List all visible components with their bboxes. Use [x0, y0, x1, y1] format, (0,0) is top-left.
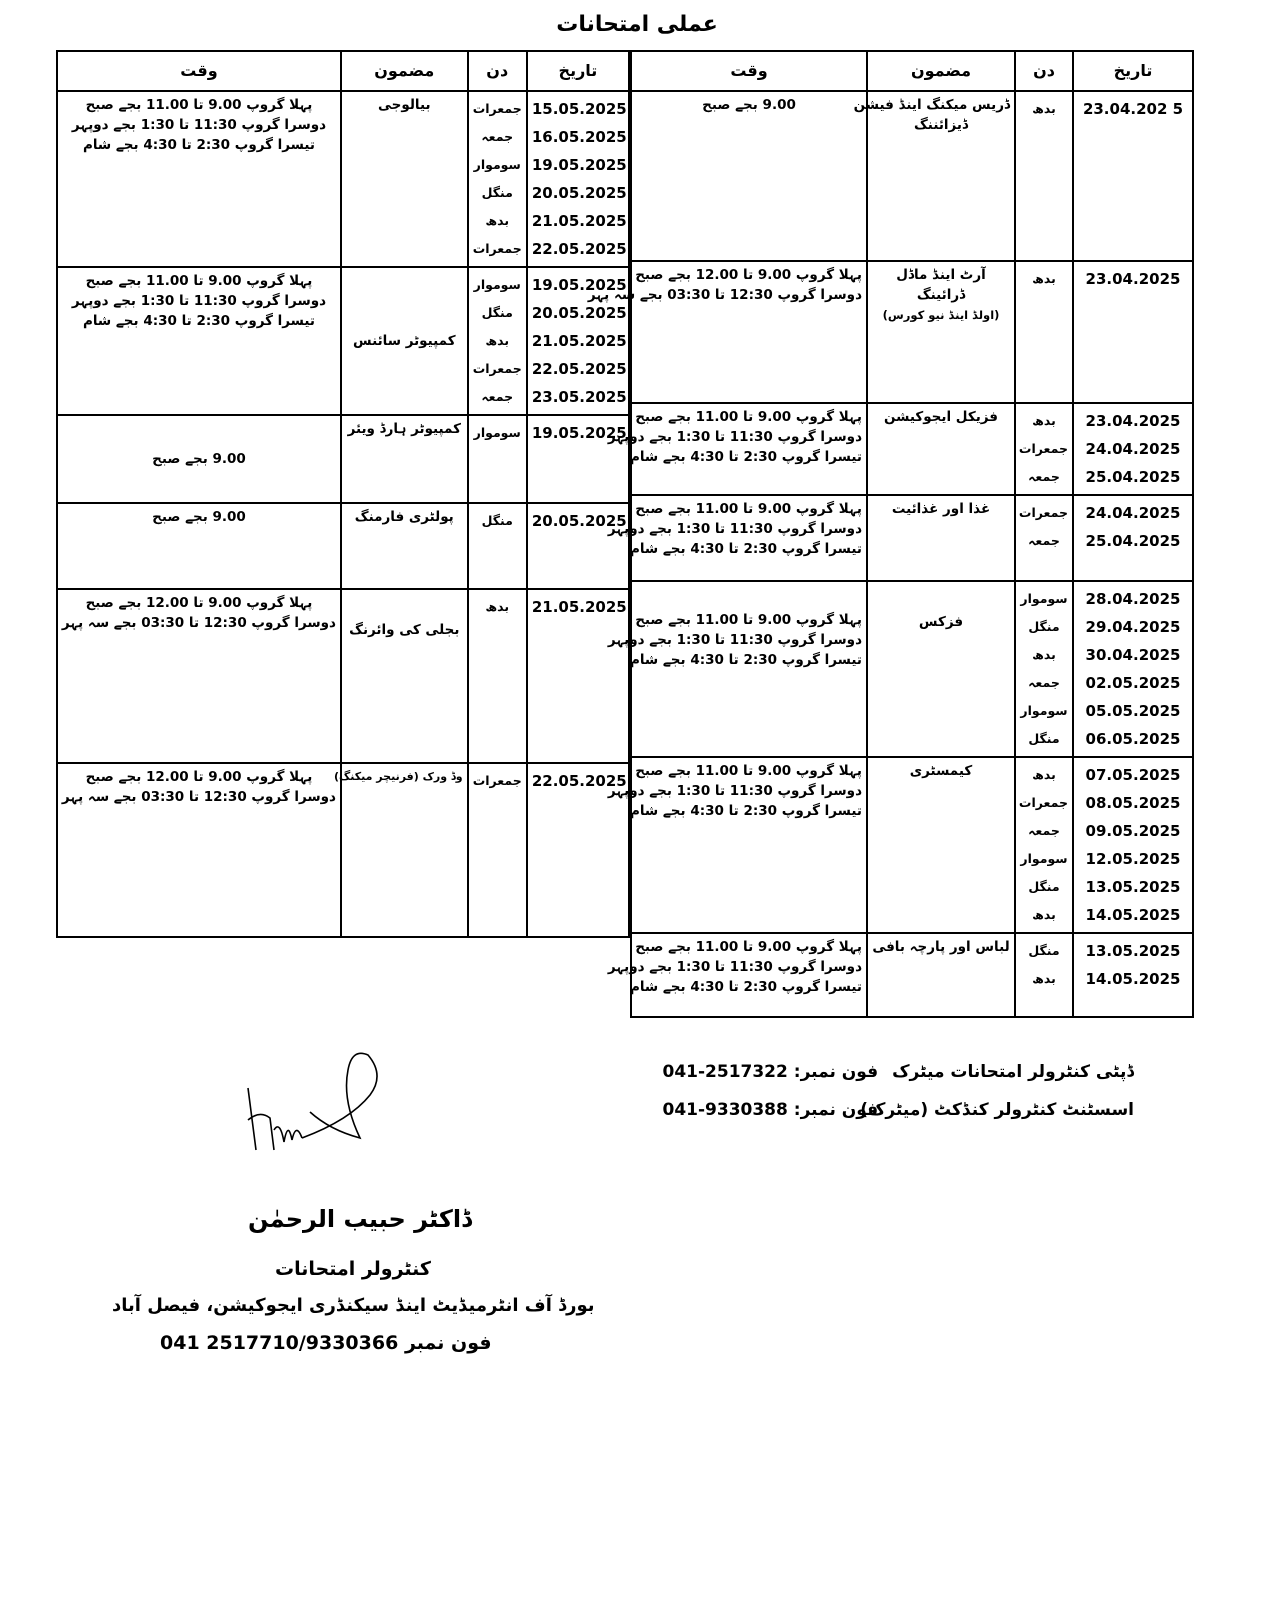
header-day: دن	[468, 51, 527, 91]
header-time: وقت	[631, 51, 867, 91]
day-cell: جمعرات جمعہ	[1015, 495, 1073, 581]
signatory-phone	[160, 1332, 492, 1354]
header-subject: مضمون	[341, 51, 468, 91]
right-schedule-table	[587, 50, 1194, 1018]
contact-phone-label: فون نمبر:	[793, 1100, 879, 1120]
date-cell: 22.05.2025	[527, 763, 629, 937]
time-cell: پہلا گروپ 9.00 تا 11.00 بجے صبح دوسرا گروپ 11:30 تا 1:30 بجے دوپہر تیسرا گروپ 2:30 تا 4:30 بجے شام	[631, 933, 867, 1017]
table-row	[631, 91, 1193, 261]
left-schedule-table	[56, 50, 630, 938]
date-cell: 19.05.2025	[527, 415, 629, 503]
day-cell: بدھ جمعرات جمعہ	[1015, 403, 1073, 495]
contact-title: ڈپٹی کنٹرولر امتحانات میٹرک	[892, 1062, 1134, 1082]
subject-cell: کمپیوٹر سائنس	[341, 267, 468, 415]
signatory-organization: بورڈ آف انٹرمیڈیٹ اینڈ سیکنڈری ایجوکیشن، فیصل آباد	[112, 1295, 595, 1316]
time-cell: 9.00 بجے صبح	[57, 415, 341, 503]
subject-cell: بیالوجی	[341, 91, 468, 267]
header-subject: مضمون	[867, 51, 1015, 91]
contact-phone-label: فون نمبر:	[793, 1062, 879, 1082]
time-cell: پہلا گروپ 9.00 تا 12.00 بجے صبح دوسرا گروپ 12:30 تا 03:30 بجے سہ پہر	[57, 589, 341, 763]
header-date: تاریخ	[527, 51, 629, 91]
time-cell: پہلا گروپ 9.00 تا 11.00 بجے صبح دوسرا گروپ 11:30 تا 1:30 بجے دوپہر تیسرا گروپ 2:30 تا 4:30 بجے شام	[631, 581, 867, 757]
subject-cell: فزکس	[867, 581, 1015, 757]
table-row	[57, 267, 629, 415]
time-cell: پہلا گروپ 9.00 تا 11.00 بجے صبح دوسرا گروپ 11:30 تا 1:30 بجے دوپہر تیسرا گروپ 2:30 تا 4:30 بجے شام	[631, 495, 867, 581]
subject-cell: بجلی کی وائرنگ	[341, 589, 468, 763]
signatory-name: ڈاکٹر حبیب الرحمٰن	[248, 1205, 472, 1233]
day-cell: جمعرات	[468, 763, 527, 937]
subject-cell: غذا اور غذائیت	[867, 495, 1015, 581]
table-row	[631, 757, 1193, 933]
time-cell: پہلا گروپ 9.00 تا 11.00 بجے صبح دوسرا گروپ 11:30 تا 1:30 بجے دوپہر تیسرا گروپ 2:30 تا 4:30 بجے شام	[631, 403, 867, 495]
day-cell: بدھ	[468, 589, 527, 763]
time-cell: پہلا گروپ 9.00 تا 12.00 بجے صبح دوسرا گروپ 12:30 تا 03:30 بجے سہ پہر	[57, 763, 341, 937]
day-cell: سوموار	[468, 415, 527, 503]
day-cell: بدھ جمعرات جمعہ سوموار منگل بدھ	[1015, 757, 1073, 933]
date-cell: 28.04.2025 29.04.2025 30.04.2025 02.05.2025 05.05.2025 06.05.2025	[1073, 581, 1193, 757]
date-cell: 23.04.202 5	[1073, 91, 1193, 261]
table-row	[631, 403, 1193, 495]
day-cell: بدھ	[1015, 91, 1073, 261]
subject-cell: پولٹری فارمنگ	[341, 503, 468, 589]
time-cell: پہلا گروپ 9.00 تا 11.00 بجے صبح دوسرا گروپ 11:30 تا 1:30 بجے دوپہر تیسرا گروپ 2:30 تا 4:30 بجے شام	[57, 91, 341, 267]
day-cell: سوموار منگل بدھ جمعہ سوموار منگل	[1015, 581, 1073, 757]
contact-deputy	[663, 1062, 1135, 1082]
contact-phone: 041-9330388	[662, 1100, 788, 1120]
time-cell: پہلا گروپ 9.00 تا 12.00 بجے صبح دوسرا گروپ 12:30 تا 03:30 بجے سہ پہر	[631, 261, 867, 403]
day-cell: منگل بدھ	[1015, 933, 1073, 1017]
left-header-row	[57, 51, 629, 91]
header-date: تاریخ	[1073, 51, 1193, 91]
day-cell: بدھ	[1015, 261, 1073, 403]
date-cell: 21.05.2025	[527, 589, 629, 763]
contact-phone: 041-2517322	[662, 1062, 788, 1082]
table-row	[631, 581, 1193, 757]
date-cell: 23.04.2025 24.04.2025 25.04.2025	[1073, 403, 1193, 495]
signatory-phone-label: فون نمبر	[404, 1332, 492, 1354]
subject-cell: کیمسٹری	[867, 757, 1015, 933]
header-day: دن	[1015, 51, 1073, 91]
date-cell: 19.05.2025 20.05.2025 21.05.2025 22.05.2025 23.05.2025	[527, 267, 629, 415]
contact-assistant	[663, 1100, 1135, 1120]
date-cell: 24.04.2025 25.04.2025	[1073, 495, 1193, 581]
subject-cell: آرٹ اینڈ ماڈل ڈرائینگ (اولڈ اینڈ نیو کورس)	[867, 261, 1015, 403]
table-row	[631, 495, 1193, 581]
time-cell: 9.00 بجے صبح	[57, 503, 341, 589]
table-row	[57, 415, 629, 503]
subject-cell: کمپیوٹر ہارڈ ویئر	[341, 415, 468, 503]
subject-cell: فزیکل ایجوکیشن	[867, 403, 1015, 495]
time-cell: پہلا گروپ 9.00 تا 11.00 بجے صبح دوسرا گروپ 11:30 تا 1:30 بجے دوپہر تیسرا گروپ 2:30 تا 4:30 بجے شام	[57, 267, 341, 415]
date-cell: 20.05.2025	[527, 503, 629, 589]
subject-cell: ڈریس میکنگ اینڈ فیشن ڈیزائننگ	[867, 91, 1015, 261]
signatory-designation: کنٹرولر امتحانات	[275, 1258, 431, 1280]
signature-image	[240, 1050, 390, 1160]
day-cell: منگل	[468, 503, 527, 589]
subject-cell: لباس اور پارچہ بافی	[867, 933, 1015, 1017]
right-header-row	[631, 51, 1193, 91]
day-cell: سوموار منگل بدھ جمعرات جمعہ	[468, 267, 527, 415]
date-cell: 23.04.2025	[1073, 261, 1193, 403]
date-cell: 13.05.2025 14.05.2025	[1073, 933, 1193, 1017]
header-time: وقت	[57, 51, 341, 91]
date-cell: 15.05.2025 16.05.2025 19.05.2025 20.05.2025 21.05.2025 22.05.2025	[527, 91, 629, 267]
contact-title: اسسٹنٹ کنٹرولر کنڈکٹ (میٹرک)	[860, 1100, 1134, 1120]
signatory-phone-number: 041 2517710/9330366	[160, 1332, 399, 1354]
table-row	[57, 589, 629, 763]
day-cell: جمعرات جمعہ سوموار منگل بدھ جمعرات	[468, 91, 527, 267]
table-row	[57, 503, 629, 589]
subject-cell: وڈ ورک (فرنیچر میکنگ)	[341, 763, 468, 937]
time-cell: پہلا گروپ 9.00 تا 11.00 بجے صبح دوسرا گروپ 11:30 تا 1:30 بجے دوپہر تیسرا گروپ 2:30 تا 4:30 بجے شام	[631, 757, 867, 933]
table-row	[631, 933, 1193, 1017]
table-row	[57, 91, 629, 267]
table-row	[57, 763, 629, 937]
time-cell: 9.00 بجے صبح	[631, 91, 867, 261]
page-title: عملی امتحانات	[556, 12, 718, 37]
date-cell: 07.05.2025 08.05.2025 09.05.2025 12.05.2025 13.05.2025 14.05.2025	[1073, 757, 1193, 933]
table-row	[631, 261, 1193, 403]
